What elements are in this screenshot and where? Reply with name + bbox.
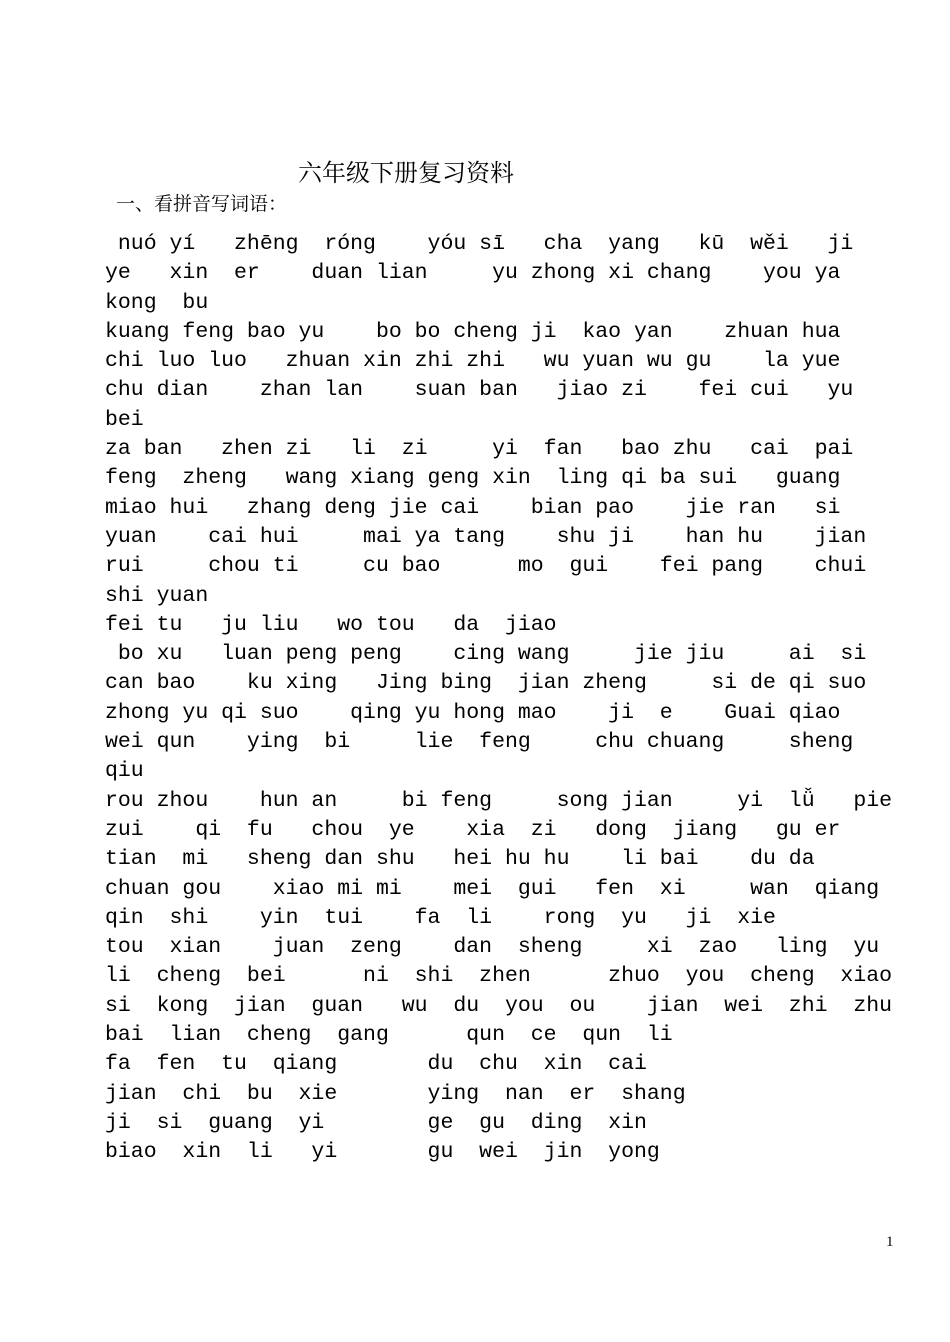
- page-title: 六年级下册复习资料: [298, 159, 514, 187]
- section-heading: 一、看拼音写词语：: [116, 193, 288, 215]
- pinyin-line: shi yuan: [105, 583, 209, 608]
- pinyin-line: qin shi yin tui fa li rong yu ji xie: [105, 905, 776, 930]
- pinyin-line: tou xian juan zeng dan sheng xi zao ling yu: [105, 935, 880, 960]
- pinyin-line: rou zhou hun an bi feng song jian yi lǚ pie: [105, 788, 893, 813]
- pinyin-line: kong bu: [105, 290, 209, 315]
- pinyin-line: jian chi bu xie ying nan er shang: [105, 1081, 686, 1106]
- pinyin-line: rui chou ti cu bao mo gui fei pang chui: [105, 554, 867, 579]
- pinyin-line: kuang feng bao yu bo bo cheng ji kao yan zhuan hua: [105, 319, 841, 344]
- page-number: 1: [886, 1234, 894, 1250]
- pinyin-line: miao hui zhang deng jie cai bian pao jie ran si: [105, 495, 841, 520]
- pinyin-line: li cheng bei ni shi zhen zhuo you cheng xiao: [105, 964, 893, 989]
- pinyin-word-list: [105, 230, 897, 1168]
- pinyin-line: bei: [105, 407, 144, 432]
- pinyin-line: bo xu luan peng peng cing wang jie jiu ai si: [105, 642, 867, 667]
- pinyin-line: tian mi sheng dan shu hei hu hu li bai du da: [105, 847, 815, 872]
- pinyin-line: fei tu ju liu wo tou da jiao: [105, 612, 557, 637]
- pinyin-line: qiu: [105, 759, 144, 784]
- pinyin-line: zui qi fu chou ye xia zi dong jiang gu er: [105, 817, 841, 842]
- pinyin-line: si kong jian guan wu du you ou jian wei zhi zhu: [105, 993, 893, 1018]
- pinyin-line: nuó yí zhēng róng yóu sī cha yang kū wěi ji: [105, 232, 854, 256]
- pinyin-line: biao xin li yi gu wei jin yong: [105, 1140, 660, 1165]
- pinyin-line: chi luo luo zhuan xin zhi zhi wu yuan wu gu la yue: [105, 349, 841, 374]
- pinyin-line: ji si guang yi ge gu ding xin: [105, 1110, 647, 1135]
- pinyin-line: fa fen tu qiang du chu xin cai: [105, 1052, 647, 1077]
- pinyin-line: yuan cai hui mai ya tang shu ji han hu jian: [105, 524, 867, 549]
- pinyin-line: bai lian cheng gang qun ce qun li: [105, 1023, 673, 1048]
- pinyin-line: chu dian zhan lan suan ban jiao zi fei cui yu: [105, 378, 854, 403]
- pinyin-line: feng zheng wang xiang geng xin ling qi ba sui guang: [105, 466, 841, 491]
- pinyin-line: wei qun ying bi lie feng chu chuang sheng: [105, 730, 854, 755]
- pinyin-line: ye xin er duan lian yu zhong xi chang you ya: [105, 261, 841, 286]
- pinyin-line: za ban zhen zi li zi yi fan bao zhu cai pai: [105, 437, 854, 462]
- pinyin-line: can bao ku xing Jing bing jian zheng si de qi suo: [105, 671, 867, 696]
- pinyin-line: zhong yu qi suo qing yu hong mao ji e Guai qiao: [105, 700, 841, 725]
- pinyin-line: chuan gou xiao mi mi mei gui fen xi wan qiang: [105, 876, 880, 901]
